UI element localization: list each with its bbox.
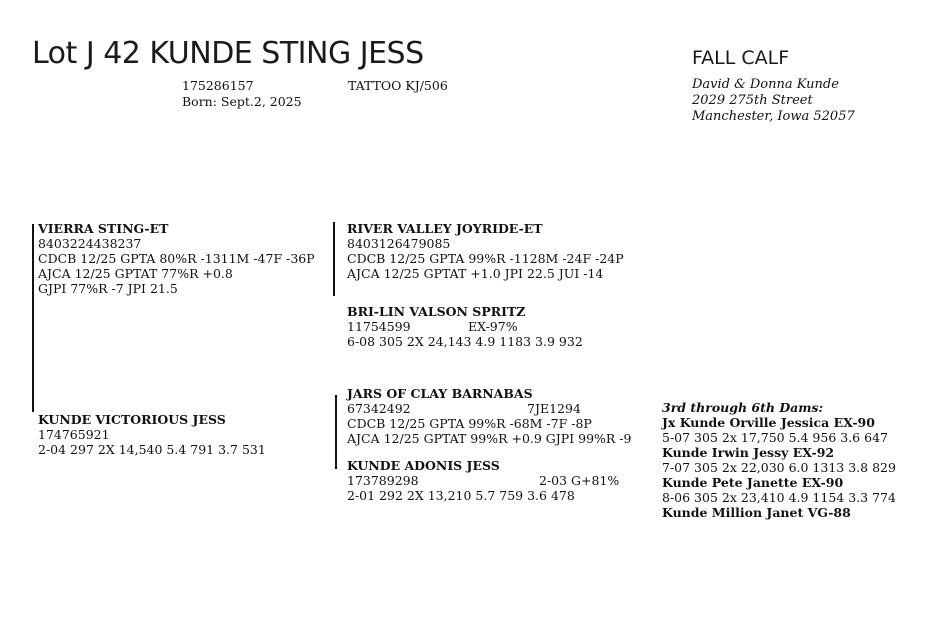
sire-sire-block: [347, 221, 624, 281]
sire-name: VIERRA STING-ET: [38, 221, 169, 236]
dam4-record: 7-07 305 2x 22,030 6.0 1313 3.8 829: [662, 460, 896, 475]
dam-sire-block: [347, 386, 647, 446]
birth-date: Born: Sept.2, 2025: [182, 94, 302, 109]
sire-block: [38, 221, 315, 296]
owner-street: 2029 275th Street: [692, 93, 813, 108]
sire-sire-name: RIVER VALLEY JOYRIDE-ET: [347, 221, 543, 236]
sire-gjpi: GJPI 77%R -7 JPI 21.5: [38, 281, 178, 296]
tattoo: TATTOO KJ/506: [348, 78, 448, 93]
dam-sire-code: 7JE1294: [527, 401, 581, 416]
dam5-record: 8-06 305 2x 23,410 4.9 1154 3.3 774: [662, 490, 896, 505]
sire-sire-cdcb: CDCB 12/25 GPTA 99%R -1128M -24F -24P: [347, 251, 624, 266]
dam3-record: 5-07 305 2x 17,750 5.4 956 3.6 647: [662, 430, 888, 445]
owner-city: Manchester, Iowa 52057: [692, 109, 855, 124]
extended-dams-heading: 3rd through 6th Dams:: [662, 400, 824, 415]
sire-dam-connector: [32, 224, 34, 412]
sire-dam-block: [347, 304, 647, 349]
dam-dam-record: 2-01 292 2X 13,210 5.7 759 3.6 478: [347, 488, 575, 503]
dam-sire-id: 67342492: [347, 401, 411, 416]
dam5-name: Kunde Pete Janette EX-90: [662, 475, 844, 490]
dam-record: 2-04 297 2X 14,540 5.4 791 3.7 531: [38, 442, 266, 457]
sire-dam-score: EX-97%: [468, 319, 518, 334]
owner-block: [692, 77, 855, 125]
dam-dam-id: 173789298: [347, 473, 419, 488]
sire-dam-record: 6-08 305 2X 24,143 4.9 1183 3.9 932: [347, 334, 583, 349]
dam-sire-name: JARS OF CLAY BARNABAS: [347, 386, 533, 401]
dam4-name: Kunde Irwin Jessy EX-92: [662, 445, 835, 460]
dam-dam-block: [347, 458, 647, 503]
dam-sire-ajca: AJCA 12/25 GPTAT 99%R +0.9 GJPI 99%R -9: [347, 431, 632, 446]
sire-cdcb: CDCB 12/25 GPTA 80%R -1311M -47F -36P: [38, 251, 315, 266]
extended-dams-block: [662, 400, 896, 520]
dam-sire-cdcb: CDCB 12/25 GPTA 99%R -68M -7F -8P: [347, 416, 592, 431]
page-title: Lot J 42 KUNDE STING JESS: [32, 36, 424, 71]
dam-parents-connector: [335, 395, 337, 469]
owner-name: David & Donna Kunde: [692, 77, 839, 92]
sire-sire-ajca: AJCA 12/25 GPTAT +1.0 JPI 22.5 JUI -14: [347, 266, 604, 281]
sire-sire-id: 8403126479085: [347, 236, 451, 251]
dam3-name: Jx Kunde Orville Jessica EX-90: [662, 415, 875, 430]
registration-number: 175286157: [182, 78, 254, 93]
dam-dam-name: KUNDE ADONIS JESS: [347, 458, 500, 473]
dam-dam-score: 2-03 G+81%: [539, 473, 620, 488]
dam6-name: Kunde Million Janet VG-88: [662, 505, 851, 520]
sire-dam-name: BRI-LIN VALSON SPRITZ: [347, 304, 526, 319]
category-label: FALL CALF: [692, 47, 790, 69]
sire-parents-connector: [333, 222, 335, 296]
sire-dam-id: 11754599: [347, 319, 411, 334]
dam-block: [38, 412, 266, 457]
dam-name: KUNDE VICTORIOUS JESS: [38, 412, 226, 427]
sire-ajca: AJCA 12/25 GPTAT 77%R +0.8: [38, 266, 233, 281]
sire-id: 8403224438237: [38, 236, 142, 251]
dam-id: 174765921: [38, 427, 110, 442]
